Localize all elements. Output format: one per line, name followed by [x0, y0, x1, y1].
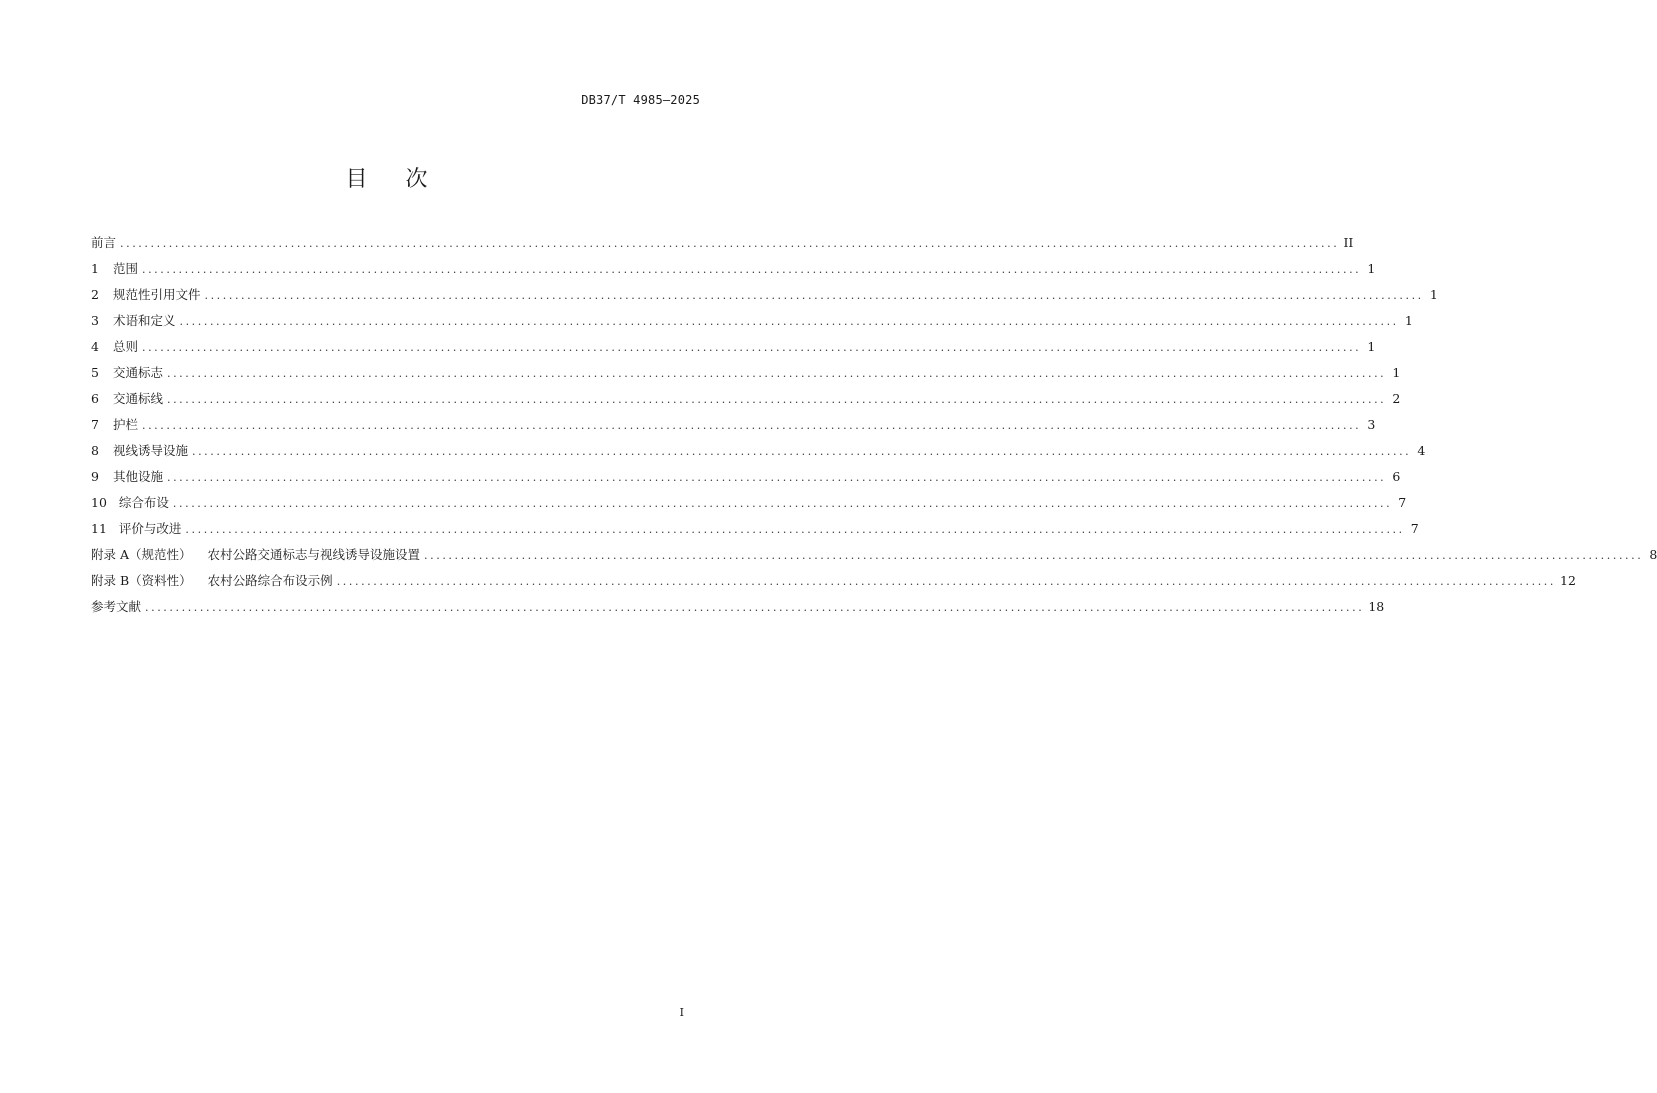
toc-entry[interactable] — [91, 493, 1407, 519]
toc-entry-number: 9 — [91, 469, 99, 484]
toc-leader-dots: ........................................................................................................................................................................................................ — [204, 289, 1424, 302]
toc-leader-dots: ........................................................................................................................................................................................................ — [185, 523, 1405, 536]
toc-leader-dots: ........................................................................................................................................................................................................ — [141, 419, 1362, 432]
toc-entry-page: 1 — [1429, 287, 1438, 302]
toc-entry[interactable] — [91, 467, 1401, 493]
toc-entry-title: 综合布设 — [118, 495, 169, 510]
toc-entry-title: 交通标线 — [112, 391, 163, 406]
toc-entry-title: 术语和定义 — [112, 313, 176, 328]
title-char-2: 次 — [405, 167, 428, 192]
toc-leader-dots: ........................................................................................................................................................................................................ — [141, 263, 1362, 276]
toc-entry[interactable] — [91, 441, 1426, 467]
toc-entry-page: 6 — [1392, 469, 1401, 484]
toc-entry-page: 8 — [1649, 547, 1657, 562]
toc-entry-page: 18 — [1368, 599, 1385, 614]
toc-entry[interactable] — [91, 337, 1376, 363]
toc-entry-page: 1 — [1392, 365, 1401, 380]
toc-entry-page: 2 — [1392, 391, 1401, 406]
page-title — [0, 162, 773, 193]
toc-leader-dots: ........................................................................................................................................................................................................ — [166, 367, 1387, 380]
toc-entry-number: 2 — [91, 287, 99, 302]
toc-entry[interactable] — [91, 363, 1401, 389]
toc-leader-dots: ........................................................................................................................................................................................................ — [120, 237, 1340, 250]
toc-entry[interactable] — [91, 311, 1413, 337]
toc-entry-title: 其他设施 — [112, 469, 163, 484]
toc-entry-number: 1 — [91, 261, 99, 276]
toc-entry-title: 交通标志 — [112, 365, 163, 380]
toc-entry[interactable] — [91, 545, 1657, 571]
toc-entry[interactable] — [91, 389, 1401, 415]
toc-entry-page: II — [1343, 235, 1354, 250]
toc-entry-title: 前言 — [91, 235, 117, 250]
toc-entry[interactable] — [91, 285, 1438, 311]
toc-leader-dots: ........................................................................................................................................................................................................ — [141, 341, 1362, 354]
toc-entry-page: 7 — [1398, 495, 1407, 510]
toc-entry-page: 1 — [1367, 339, 1376, 354]
toc-entry-number: 10 — [91, 495, 107, 510]
toc-leader-dots: ........................................................................................................................................................................................................ — [166, 471, 1387, 484]
toc-entry[interactable] — [91, 597, 1385, 623]
toc-entry-title: 范围 — [112, 261, 138, 276]
toc-entry-page: 4 — [1417, 443, 1426, 458]
toc-leader-dots: ........................................................................................................................................................................................................ — [424, 549, 1644, 562]
toc-entry-title: 视线诱导设施 — [112, 443, 188, 458]
toc-entry-number: 8 — [91, 443, 99, 458]
toc-leader-dots: ........................................................................................................................................................................................................ — [191, 445, 1412, 458]
toc-leader-dots: ........................................................................................................................................................................................................ — [179, 315, 1399, 328]
toc-entry-number: 附录 A（规范性） — [91, 547, 192, 562]
toc-entry-title: 参考文献 — [91, 599, 142, 614]
toc-entry[interactable] — [91, 519, 1419, 545]
toc-entry[interactable] — [91, 415, 1376, 441]
toc-entry-number: 7 — [91, 417, 99, 432]
toc-entry-title: 总则 — [112, 339, 138, 354]
toc-entry-number: 5 — [91, 365, 99, 380]
toc-entry-number: 3 — [91, 313, 99, 328]
toc-entry-page: 1 — [1404, 313, 1413, 328]
standard-code: DB37/T 4985—2025 — [581, 93, 700, 107]
toc-entry-title: 评价与改进 — [118, 521, 182, 536]
toc-entry-page: 12 — [1560, 573, 1576, 588]
toc-entry-title: 农村公路交通标志与视线诱导设施设置 — [207, 547, 421, 562]
toc-entry-page: 1 — [1367, 261, 1376, 276]
toc-leader-dots: ........................................................................................................................................................................................................ — [336, 575, 1557, 588]
toc-leader-dots: ........................................................................................................................................................................................................ — [145, 601, 1365, 614]
toc-leader-dots: ........................................................................................................................................................................................................ — [166, 393, 1387, 406]
table-of-contents — [91, 233, 1657, 623]
toc-entry[interactable] — [91, 233, 1354, 259]
toc-entry-title: 农村公路综合布设示例 — [207, 573, 333, 588]
toc-entry-page: 7 — [1410, 521, 1419, 536]
toc-leader-dots: ........................................................................................................................................................................................................ — [172, 497, 1393, 510]
toc-entry[interactable] — [91, 259, 1376, 285]
toc-entry[interactable] — [91, 571, 1576, 597]
page-number: I — [679, 1006, 684, 1019]
title-char-1: 目 — [345, 167, 368, 192]
toc-entry-title: 规范性引用文件 — [112, 287, 201, 302]
toc-entry-number: 6 — [91, 391, 99, 406]
toc-entry-title: 护栏 — [112, 417, 138, 432]
toc-entry-number: 4 — [91, 339, 99, 354]
toc-entry-number: 附录 B（资料性） — [91, 573, 192, 588]
toc-entry-page: 3 — [1367, 417, 1376, 432]
toc-entry-number: 11 — [91, 521, 107, 536]
